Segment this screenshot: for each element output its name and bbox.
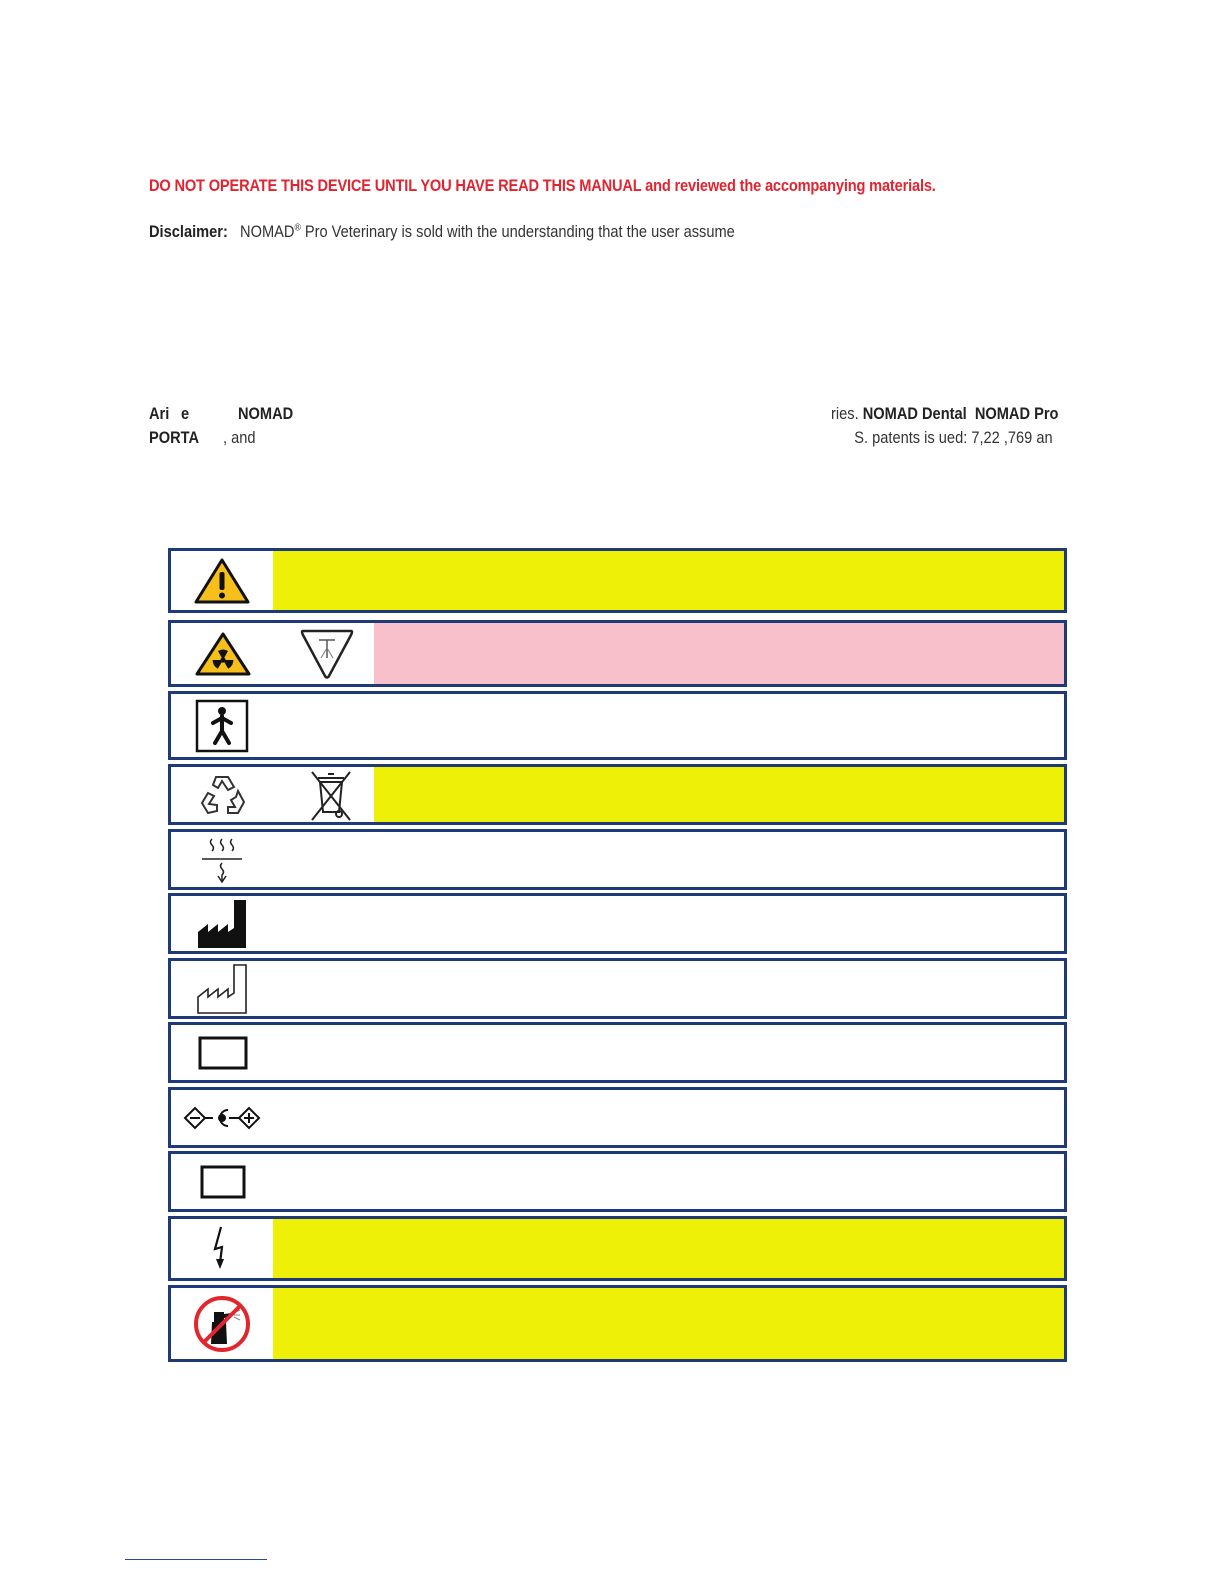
trademark-right-2: S. patents is ued: 7,22 ,769 an bbox=[854, 428, 1053, 447]
trademark-left-2: PORTA bbox=[149, 428, 200, 447]
manual-warning: DO NOT OPERATE THIS DEVICE UNTIL YOU HAVE READ THIS MANUAL and reviewed the accompanying materials. bbox=[149, 176, 936, 195]
dc-polarity-icon bbox=[171, 1090, 275, 1145]
no-spray-icon bbox=[171, 1288, 273, 1359]
type-b-applied-part-icon bbox=[171, 694, 273, 757]
symbol-row-caution bbox=[168, 548, 1067, 613]
registered-mark: ® bbox=[294, 222, 301, 234]
symbol-row-box-1 bbox=[168, 1022, 1067, 1083]
symbol-row-recycle bbox=[168, 764, 1067, 825]
disclaimer-label: Disclaimer: bbox=[149, 222, 228, 241]
radiation-triangle-icon bbox=[171, 623, 275, 684]
symbol-row-manufacturer bbox=[168, 893, 1067, 954]
empty-box-icon bbox=[171, 1025, 275, 1080]
symbol-row-box-2 bbox=[168, 1151, 1067, 1212]
date-of-manufacture-icon bbox=[171, 961, 273, 1016]
dissipate-heat-icon bbox=[171, 832, 273, 887]
footnote-rule bbox=[125, 1559, 267, 1560]
manufacturer-icon bbox=[171, 896, 273, 951]
trademark-left-1c: NOMAD bbox=[238, 404, 294, 423]
disclaimer-brand: NOMAD bbox=[240, 222, 295, 241]
disclaimer bbox=[149, 222, 735, 242]
trademark-left-1b: e bbox=[181, 404, 190, 423]
symbol-row-dc-polarity bbox=[168, 1087, 1067, 1148]
symbol-row-high-voltage bbox=[168, 1216, 1067, 1281]
trademark-right-1: ries. NOMAD Dental NOMAD Pro bbox=[830, 404, 1058, 423]
symbol-row-date-of-manufacture bbox=[168, 958, 1067, 1019]
symbol-row-radiation bbox=[168, 620, 1067, 687]
high-voltage-icon bbox=[171, 1219, 273, 1278]
symbol-row-no-spray bbox=[168, 1285, 1067, 1362]
recycle-icon bbox=[171, 767, 275, 822]
weee-crossed-bin-icon bbox=[291, 767, 371, 822]
trademark-left-1: Ari bbox=[149, 404, 170, 423]
symbol-row-heat bbox=[168, 829, 1067, 890]
trademark-left-2b: , and bbox=[223, 428, 256, 447]
caution-triangle-icon bbox=[171, 551, 273, 610]
xray-source-icon bbox=[291, 623, 363, 684]
disclaimer-text: Pro Veterinary is sold with the understanding that the user assume bbox=[300, 222, 735, 241]
empty-box-icon bbox=[171, 1154, 275, 1209]
symbol-row-type-b bbox=[168, 691, 1067, 760]
